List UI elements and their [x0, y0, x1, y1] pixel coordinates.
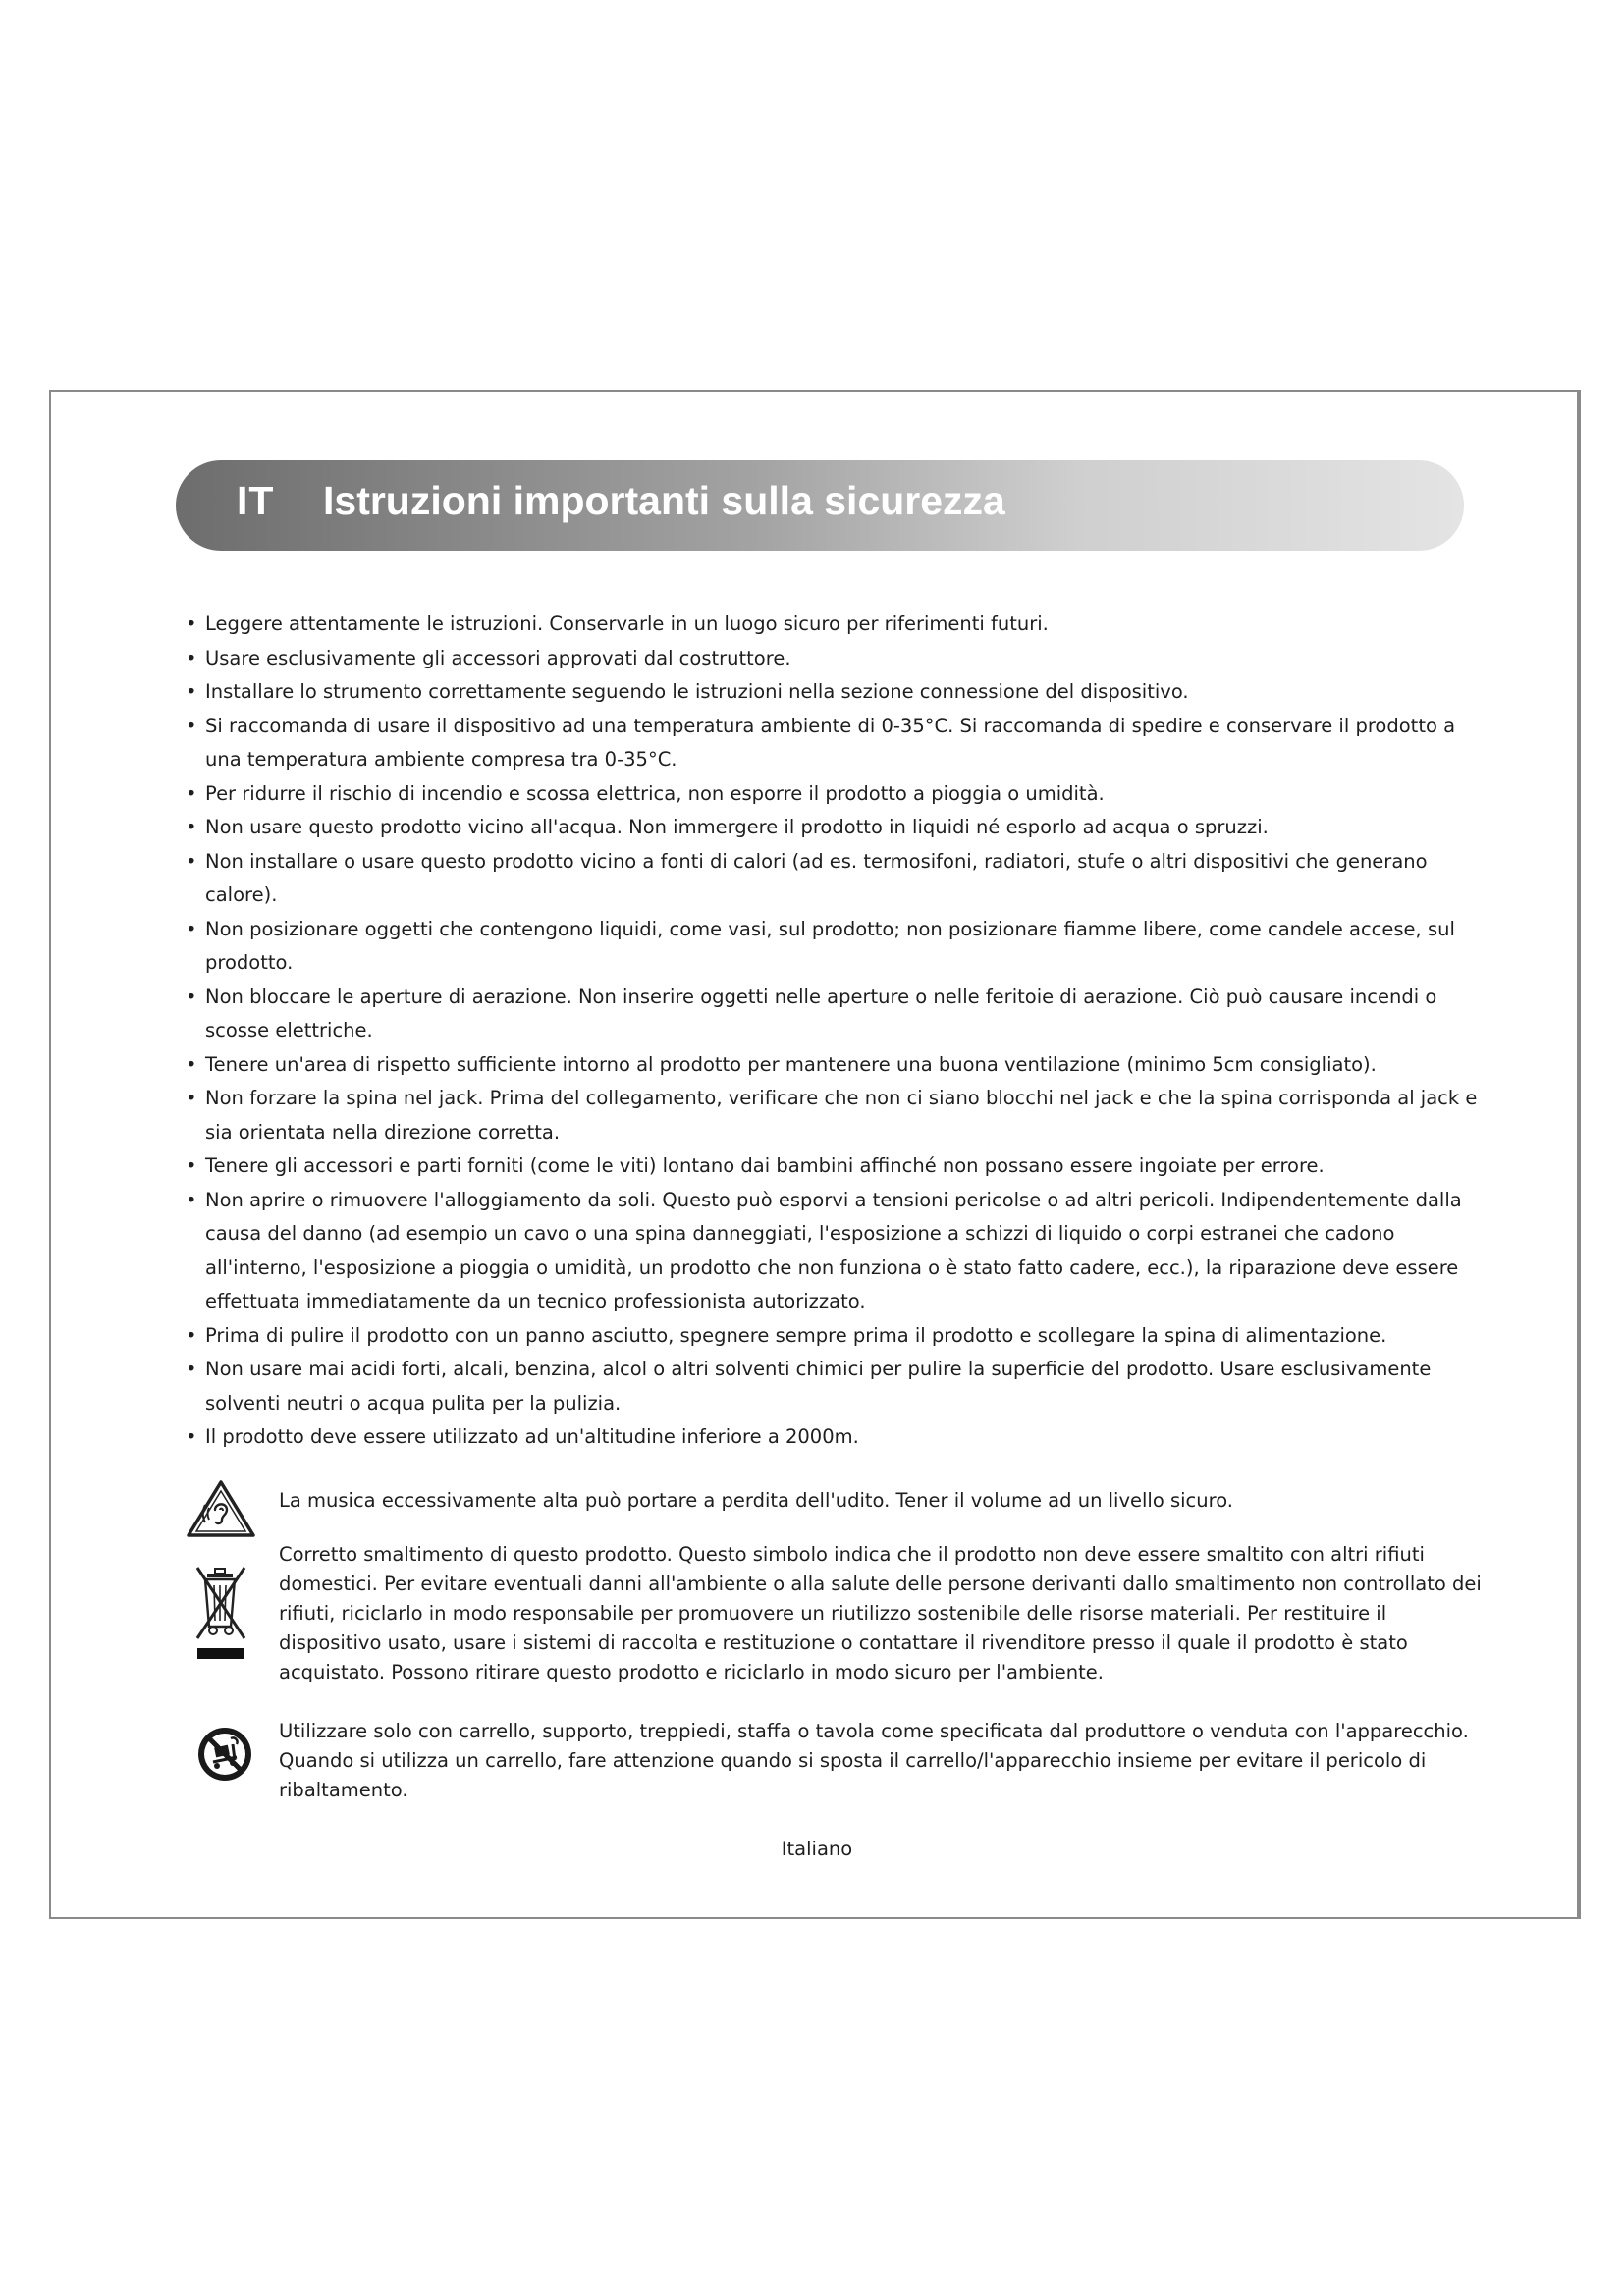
instruction-item: • Il prodotto deve essere utilizzato ad un'altitudine inferiore a 2000m.	[186, 1420, 1491, 1455]
instruction-item: • Installare lo strumento correttamente seguendo le istruzioni nella sezione connessione del dispositivo.	[186, 675, 1491, 710]
instruction-item: • Non posizionare oggetti che contengono liquidi, come vasi, sul prodotto; non posizionare fiamme libere, come candele accese, sul prodotto.	[186, 913, 1491, 981]
disposal-notice-text: Corretto smaltimento di questo prodotto. Questo simbolo indica che il prodotto non deve essere smaltito con altri rifiuti domestici. Per evitare eventuali danni all'ambiente o alla salute delle persone derivanti dallo smaltimento non controllato dei rifiuti, riciclarlo in modo responsabile per promuovere un riutilizzo sostenibile delle risorse materiali. Per restituire il dispositivo usato, usare i sistemi di raccolta e restituzione o contattare il rivenditore presso il quale il prodotto è stato acquistato. Possono ritirare questo prodotto e riciclarlo in modo sicuro per l'ambiente.	[279, 1543, 1482, 1683]
hearing-notice	[186, 1486, 1491, 1516]
disposal-notice	[186, 1540, 1491, 1687]
instruction-item: • Per ridurre il rischio di incendio e scossa elettrica, non esporre il prodotto a pioggia o umidità.	[186, 777, 1491, 812]
cart-notice	[186, 1717, 1491, 1805]
section-header-bar	[176, 460, 1464, 551]
instruction-item: • Non forzare la spina nel jack. Prima del collegamento, verificare che non ci siano blocchi nel jack e che la spina corrisponda al jack e sia orientata nella direzione corretta.	[186, 1082, 1491, 1149]
page-footer-language: Italiano	[781, 1838, 853, 1860]
hearing-warning-icon	[186, 1478, 256, 1548]
safety-instructions	[186, 608, 1491, 1455]
instruction-item: • Non usare mai acidi forti, alcali, benzina, alcol o altri solventi chimici per pulire la superficie del prodotto. Usare esclusivamente solventi neutri o acqua pulita per la pulizia.	[186, 1353, 1491, 1420]
language-code: IT	[237, 478, 275, 523]
hearing-notice-text: La musica eccessivamente alta può portare a perdita dell'udito. Tener il volume ad un livello sicuro.	[279, 1489, 1233, 1512]
instruction-item: • Non installare o usare questo prodotto vicino a fonti di calori (ad es. termosifoni, radiatori, stufe o altri dispositivi che generano calore).	[186, 845, 1491, 913]
instruction-item: • Tenere gli accessori e parti forniti (come le viti) lontano dai bambini affinché non possano essere ingoiate per errore.	[186, 1149, 1491, 1184]
instruction-item: • Non usare questo prodotto vicino all'acqua. Non immergere il prodotto in liquidi né esporlo ad acqua o spruzzi.	[186, 811, 1491, 845]
section-title: Istruzioni importanti sulla sicurezza	[323, 478, 1005, 523]
instruction-list	[186, 608, 1491, 1455]
instruction-item: • Usare esclusivamente gli accessori approvati dal costruttore.	[186, 642, 1491, 676]
instruction-item: • Leggere attentamente le istruzioni. Conservarle in un luogo sicuro per riferimenti futuri.	[186, 608, 1491, 642]
instruction-item: • Prima di pulire il prodotto con un panno asciutto, spegnere sempre prima il prodotto e scollegare la spina di alimentazione.	[186, 1319, 1491, 1354]
weee-crossed-bin-icon	[193, 1564, 248, 1671]
instruction-item: • Non bloccare le aperture di aerazione. Non inserire oggetti nelle aperture o nelle feritoie di aerazione. Ciò può causare incendi o scosse elettriche.	[186, 981, 1491, 1048]
instruction-item: • Si raccomanda di usare il dispositivo ad una temperatura ambiente di 0-35°C. Si raccomanda di spedire e conservare il prodotto a una temperatura ambiente compresa tra 0-35°C.	[186, 710, 1491, 777]
cart-tip-over-icon	[195, 1725, 254, 1792]
cart-notice-text: Utilizzare solo con carrello, supporto, treppiedi, staffa o tavola come specificata dal produttore o venduta con l'apparecchio. Quando si utilizza un carrello, fare attenzione quando si sposta il carrello/l'apparecchio insieme per evitare il pericolo di ribaltamento.	[279, 1720, 1469, 1801]
instruction-item: • Non aprire o rimuovere l'alloggiamento da soli. Questo può esporvi a tensioni pericolse o ad altri pericoli. Indipendentemente dalla causa del danno (ad esempio un cavo o una spina danneggiati, l'esposizione a schizzi di liquido o corpi estranei che cadono all'interno, l'esposizione a pioggia o umidità, un prodotto che non funziona o è stato fatto cadere, ecc.), la riparazione deve essere effettuata immediatamente da un tecnico professionista autorizzato.	[186, 1184, 1491, 1319]
manual-page-frame	[49, 390, 1581, 1919]
instruction-item: • Tenere un'area di rispetto sufficiente intorno al prodotto per mantenere una buona ventilazione (minimo 5cm consigliato).	[186, 1048, 1491, 1083]
